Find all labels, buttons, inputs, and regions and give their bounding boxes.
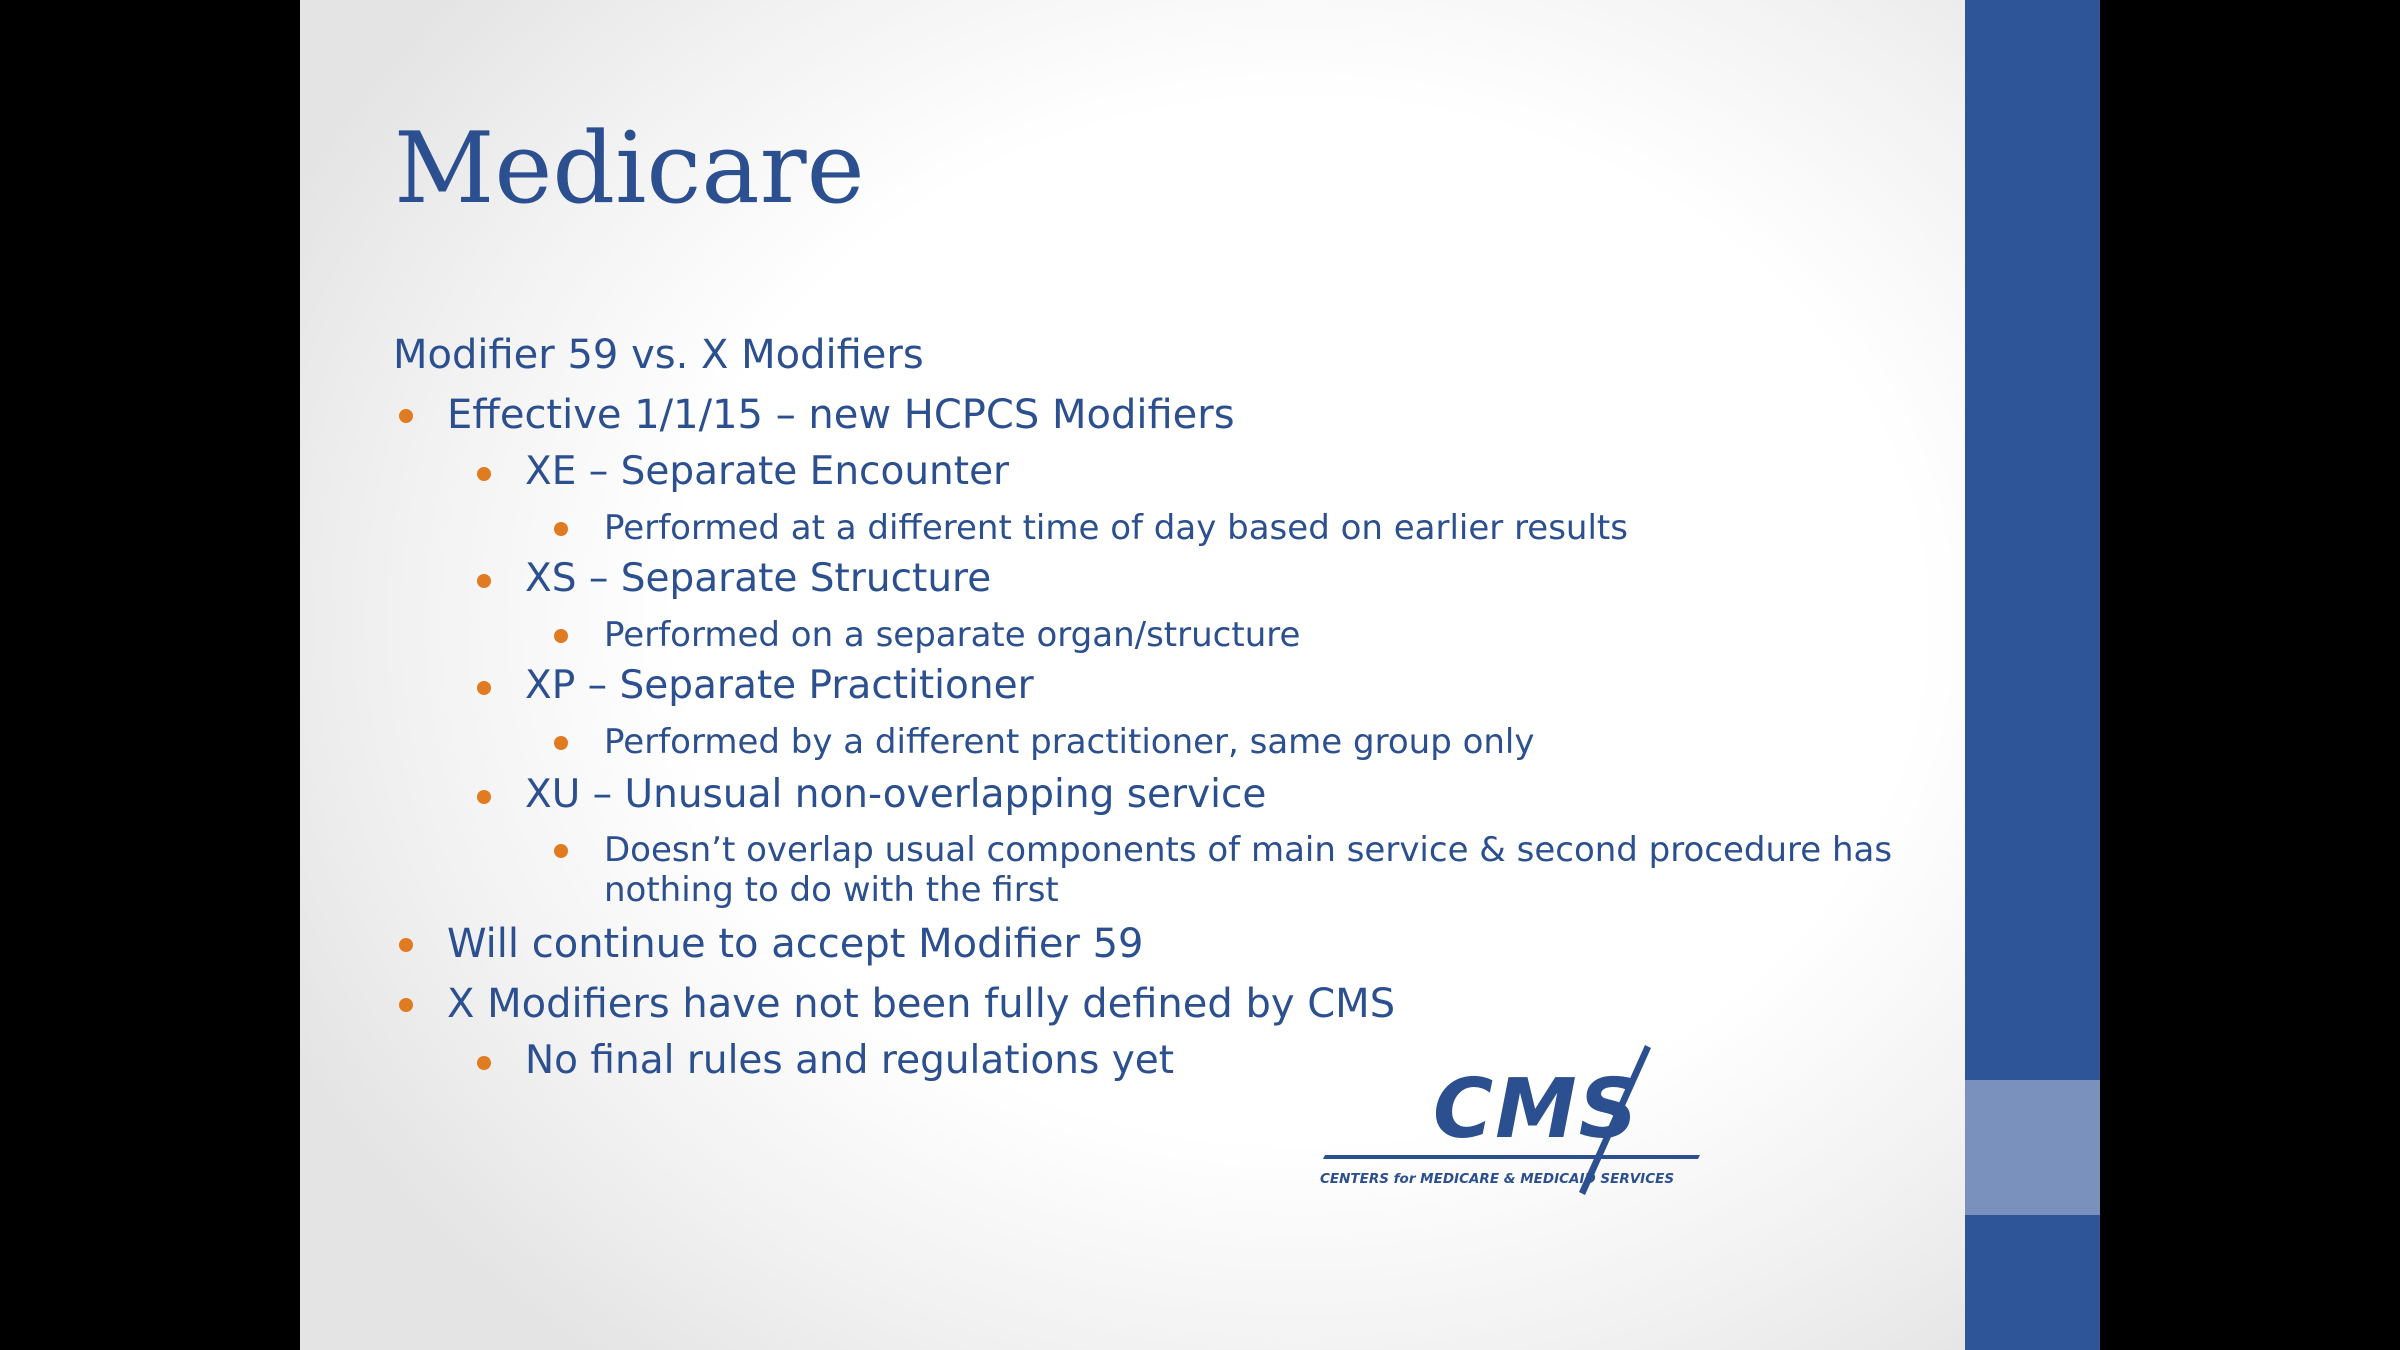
bullet-item: XU – Unusual non-overlapping service: [525, 772, 1267, 817]
subheading: Modifier 59 vs. X Modifiers: [393, 332, 924, 378]
bullet-item: XP – Separate Practitioner: [525, 663, 1034, 708]
slide-title: Medicare: [394, 112, 865, 226]
slide: [300, 0, 1965, 1350]
bullet-dot: [399, 998, 413, 1012]
bullet-item: Performed at a different time of day based on earlier results: [604, 508, 1628, 548]
bullet-dot: [477, 790, 491, 804]
bullet-dot: [554, 522, 568, 536]
bullet-item: Effective 1/1/15 – new HCPCS Modifiers: [447, 392, 1235, 438]
logo-wordmark: CMS: [1433, 1062, 1640, 1157]
bullet-dot: [477, 1056, 491, 1070]
bullet-dot: [399, 938, 413, 952]
bullet-item: XS – Separate Structure: [525, 556, 992, 601]
bullet-item: Doesn’t overlap usual components of main service & second procedure has: [604, 830, 1893, 870]
bullet-item: No final rules and regulations yet: [525, 1038, 1175, 1083]
bullet-dot: [477, 467, 491, 481]
bullet-item: Will continue to accept Modifier 59: [447, 921, 1144, 967]
bullet-dot: [554, 736, 568, 750]
bullet-dot: [554, 629, 568, 643]
bullet-dot: [399, 409, 413, 423]
bullet-item-continued: nothing to do with the first: [604, 870, 1059, 910]
bullet-dot: [477, 574, 491, 588]
bullet-dot: [477, 681, 491, 695]
bullet-dot: [554, 844, 568, 858]
sidebar-accent-block: [1965, 1080, 2100, 1215]
bullet-item: XE – Separate Encounter: [525, 449, 1010, 494]
bullet-item: X Modifiers have not been fully defined by CMS: [447, 981, 1396, 1027]
logo-tagline: CENTERS for MEDICARE & MEDICAID SERVICES: [1320, 1171, 1675, 1187]
bullet-item: Performed on a separate organ/structure: [604, 615, 1301, 655]
cms-logo: [1315, 1045, 1710, 1195]
bullet-item: Performed by a different practitioner, same group only: [604, 722, 1535, 762]
